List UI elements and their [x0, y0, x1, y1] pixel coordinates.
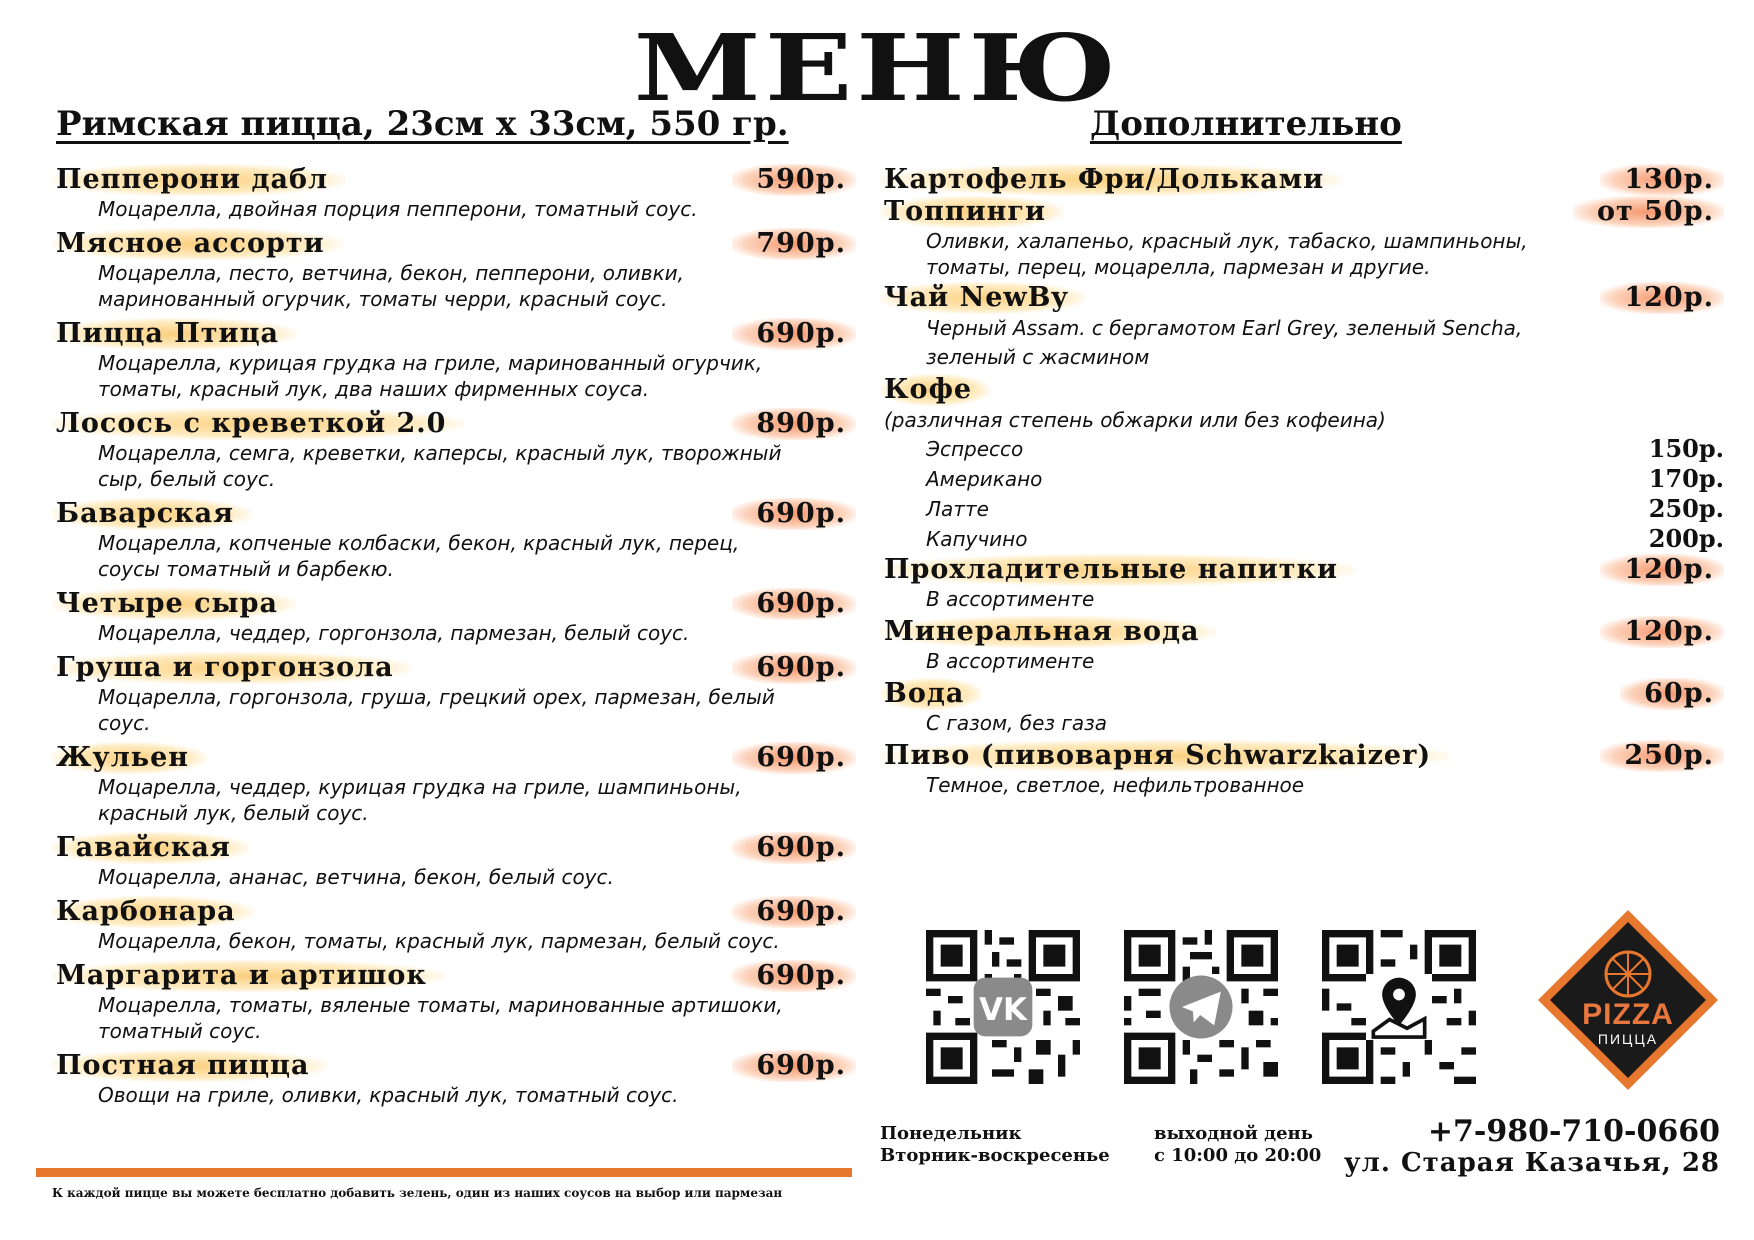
- item-description: Моцарелла, песто, ветчина, бекон, пепперони, оливки, маринованный огурчик, томаты черри, красный соус.: [98, 261, 685, 311]
- footer-divider: [36, 1168, 852, 1177]
- item-name: Баварская: [52, 498, 252, 530]
- hours-day-tue-sun: Вторник-воскресенье: [880, 1145, 1110, 1166]
- item-price: 120р.: [1600, 616, 1724, 648]
- item-description: Моцарелла, копченые колбаски, бекон, красный лук, перец, соусы томатный и барбекю.: [98, 531, 740, 581]
- item-name: Четыре сыра: [52, 588, 296, 620]
- item-description: Моцарелла, горгонзола, груша, грецкий орех, пармезан, белый соус.: [98, 685, 775, 735]
- item-price: 690р.: [732, 318, 856, 350]
- coffee-name: Латте: [926, 497, 989, 521]
- item-description: Моцарелла, томаты, вяленые томаты, маринованные артишоки, томатный соус.: [98, 993, 783, 1043]
- coffee-price: 150р.: [1648, 434, 1724, 463]
- item-name: Жульен: [52, 742, 207, 774]
- item-name: Пиво (пивоварня Schwarzkaizer): [880, 740, 1449, 772]
- item-price: 690р.: [732, 896, 856, 928]
- menu-item: [56, 498, 856, 582]
- coffee-name: Американо: [926, 467, 1043, 491]
- svg-text:PIZZA: PIZZA: [1582, 998, 1674, 1031]
- pizza-logo: [1536, 908, 1720, 1092]
- menu-item: [56, 1050, 856, 1108]
- item-name: Мясное ассорти: [52, 228, 343, 260]
- item-name: Пицца Птица: [52, 318, 297, 350]
- pizza-section-heading: Римская пицца, 23см х 33см, 550 гр.: [56, 104, 789, 144]
- item-name: Пепперони дабл: [52, 164, 346, 196]
- item-price: 690р.: [732, 960, 856, 992]
- item-description: Моцарелла, двойная порция пепперони, томатный соус.: [98, 197, 698, 221]
- item-price: 120р.: [1600, 282, 1724, 314]
- vk-qr-code[interactable]: [926, 930, 1080, 1084]
- item-name: Лосось с креветкой 2.0: [52, 408, 464, 440]
- menu-item: [56, 896, 856, 954]
- hours-time-monday: выходной день: [1154, 1123, 1313, 1144]
- coffee-row: [926, 434, 1724, 464]
- address: ул. Старая Казачья, 28: [1343, 1148, 1720, 1178]
- item-description: Овощи на гриле, оливки, красный лук, томатный соус.: [98, 1083, 679, 1107]
- item-name: Картофель Фри/Дольками: [880, 164, 1342, 196]
- hours-time-tue-sun: с 10:00 до 20:00: [1154, 1145, 1322, 1166]
- item-name: Минеральная вода: [880, 616, 1217, 648]
- item-price: 690р.: [732, 588, 856, 620]
- menu-item: [884, 740, 1724, 798]
- coffee-row: [926, 464, 1724, 494]
- item-price: 690р.: [732, 832, 856, 864]
- item-price: 690р.: [732, 1050, 856, 1082]
- phone-number[interactable]: +7-980-710-0660: [1427, 1114, 1720, 1149]
- item-name: Постная пицца: [52, 1050, 327, 1082]
- menu-item: [884, 554, 1724, 612]
- item-description: Оливки, халапеньо, красный лук, табаско, шампиньоны, томаты, перец, моцарелла, пармезан и другие.: [926, 229, 1528, 279]
- coffee-name: Капучино: [926, 527, 1028, 551]
- extras-section-heading: Дополнительно: [1090, 104, 1402, 144]
- item-price: 60р.: [1620, 678, 1724, 710]
- item-description: Черный Assam. с бергамотом Earl Grey, зеленый Sencha, зеленый с жасмином: [926, 316, 1523, 369]
- menu-item: [56, 960, 856, 1044]
- pizza-list: [56, 164, 856, 1114]
- item-description: Моцарелла, семга, креветки, каперсы, красный лук, творожный сыр, белый соус.: [98, 441, 782, 491]
- item-price: 120р.: [1600, 554, 1724, 586]
- item-description: Моцарелла, чеддер, курицая грудка на гриле, шампиньоны, красный лук, белый соус.: [98, 775, 742, 825]
- item-description: Моцарелла, чеддер, горгонзола, пармезан, белый соус.: [98, 621, 690, 645]
- item-description: В ассортименте: [926, 587, 1095, 611]
- menu-item: [56, 408, 856, 492]
- item-name: Карбонара: [52, 896, 254, 928]
- item-price: 250р.: [1600, 740, 1724, 772]
- item-price: от 50р.: [1573, 196, 1724, 228]
- menu-item: [884, 374, 1724, 554]
- item-price: 590р.: [732, 164, 856, 196]
- coffee-row: [926, 494, 1724, 524]
- menu-item: [56, 228, 856, 312]
- item-description: С газом, без газа: [926, 711, 1108, 735]
- menu-item: [56, 318, 856, 402]
- menu-item: [884, 196, 1724, 280]
- item-price: 690р.: [732, 742, 856, 774]
- svg-text:ПИЦЦА: ПИЦЦА: [1597, 1031, 1659, 1047]
- menu-item: [884, 164, 1724, 196]
- map-qr-code[interactable]: [1322, 930, 1476, 1084]
- menu-item: [884, 282, 1724, 372]
- item-description: Моцарелла, курицая грудка на гриле, маринованный огурчик, томаты, красный лук, два наших фирменных соуса.: [98, 351, 763, 401]
- item-price: 890р.: [732, 408, 856, 440]
- hours-day-monday: Понедельник: [880, 1123, 1022, 1144]
- coffee-price: 200р.: [1648, 524, 1724, 553]
- item-description: Моцарелла, бекон, томаты, красный лук, пармезан, белый соус.: [98, 929, 780, 953]
- telegram-qr-code[interactable]: [1124, 930, 1278, 1084]
- coffee-name: Эспрессо: [926, 437, 1024, 461]
- coffee-row: [926, 524, 1724, 554]
- menu-title: МЕНЮ: [633, 14, 1121, 122]
- extras-list: [884, 164, 1724, 798]
- item-name: Чай NewBy: [880, 282, 1086, 314]
- menu-item: [56, 742, 856, 826]
- coffee-price: 250р.: [1648, 494, 1724, 523]
- menu-item: [56, 832, 856, 890]
- hours-times: [1154, 1123, 1321, 1167]
- coffee-note: (различная степень обжарки или без кофеина): [884, 408, 1386, 432]
- item-name: Гавайская: [52, 832, 249, 864]
- item-name: Вода: [880, 678, 982, 710]
- item-name: Топпинги: [880, 196, 1064, 228]
- item-name: Прохладительные напитки: [880, 554, 1356, 586]
- item-price: 690р.: [732, 498, 856, 530]
- menu-item: [884, 616, 1724, 674]
- item-price: 130р.: [1600, 164, 1724, 196]
- item-description: Темное, светлое, нефильтрованное: [926, 773, 1305, 797]
- menu-item: [56, 164, 856, 222]
- item-price: 690р.: [732, 652, 856, 684]
- menu-item: [56, 588, 856, 646]
- hours-days: [880, 1123, 1110, 1167]
- svg-text:VK: VK: [979, 992, 1027, 1029]
- item-description: Моцарелла, ананас, ветчина, бекон, белый соус.: [98, 865, 614, 889]
- item-name: Груша и горгонзола: [52, 652, 412, 684]
- coffee-price: 170р.: [1648, 464, 1724, 493]
- footnote: К каждой пицце вы можете бесплатно добавить зелень, один из наших соусов на выбор или пармезан: [52, 1186, 783, 1200]
- menu-item: [56, 652, 856, 736]
- item-description: В ассортименте: [926, 649, 1095, 673]
- menu-item: [884, 678, 1724, 736]
- item-name: Кофе: [880, 374, 990, 406]
- item-price: 790р.: [732, 228, 856, 260]
- item-name: Маргарита и артишок: [52, 960, 445, 992]
